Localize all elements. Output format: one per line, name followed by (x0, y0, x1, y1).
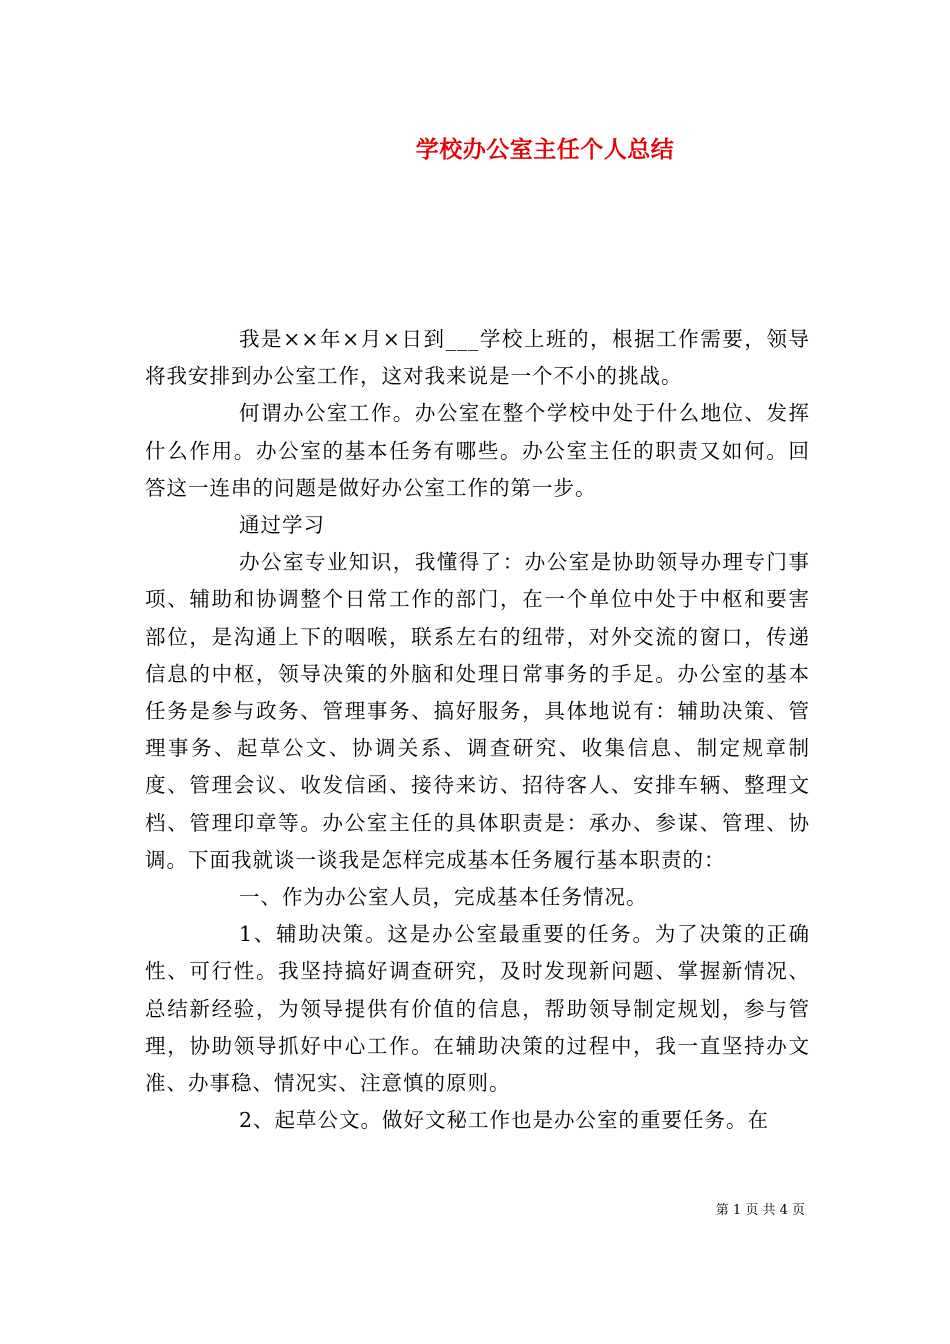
paragraph-question: 何谓办公室工作。办公室在整个学校中处于什么地位、发挥什么作用。办公室的基本任务有哪些。办公室主任的职责又如何。回答这一连串的问题是做好办公室工作的第一步。 (145, 401, 810, 500)
document-body (145, 321, 810, 1139)
page-number: 第 1 页 共 4 页 (715, 1203, 805, 1218)
document-title: 学校办公室主任个人总结 (415, 136, 675, 163)
paragraph-draft-documents: 2、起草公文。做好文秘工作也是办公室的重要任务。在 (239, 1108, 770, 1133)
paragraph-intro: 我是××年×月×日到___学校上班的，根据工作需要，领导将我安排到办公室工作，这对我来说是一个不小的挑战。 (145, 327, 810, 389)
paragraph-study: 通过学习 (239, 513, 325, 538)
section-heading-1: 一、作为办公室人员，完成基本任务情况。 (239, 885, 648, 910)
paragraph-assist-decision: 1、辅助决策。这是办公室最重要的任务。为了决策的正确性、可行性。我坚持搞好调查研究，及时发现新问题、掌握新情况、总结新经验，为领导提供有价值的信息，帮助领导制定规划，参与管理，协助领导抓好中心工作。在辅助决策的过程中，我一直坚持办文准、办事稳、情况实、注意慎的原则。 (145, 922, 810, 1096)
paragraph-knowledge: 办公室专业知识，我懂得了：办公室是协助领导办理专门事项、辅助和协调整个日常工作的部门，在一个单位中处于中枢和要害部位，是沟通上下的咽喉，联系左右的纽带，对外交流的窗口，传递信息的中枢，领导决策的外脑和处理日常事务的手足。办公室的基本任务是参与政务、管理事务、搞好服务，具体地说有：辅助决策、管理事务、起草公文、协调关系、调查研究、收集信息、制定规章制度、管理会议、收发信函、接待来访、招待客人、安排车辆、整理文档、管理印章等。办公室主任的具体职责是：承办、参谋、管理、协调。下面我就谈一谈我是怎样完成基本任务履行基本职责的： (145, 550, 810, 872)
